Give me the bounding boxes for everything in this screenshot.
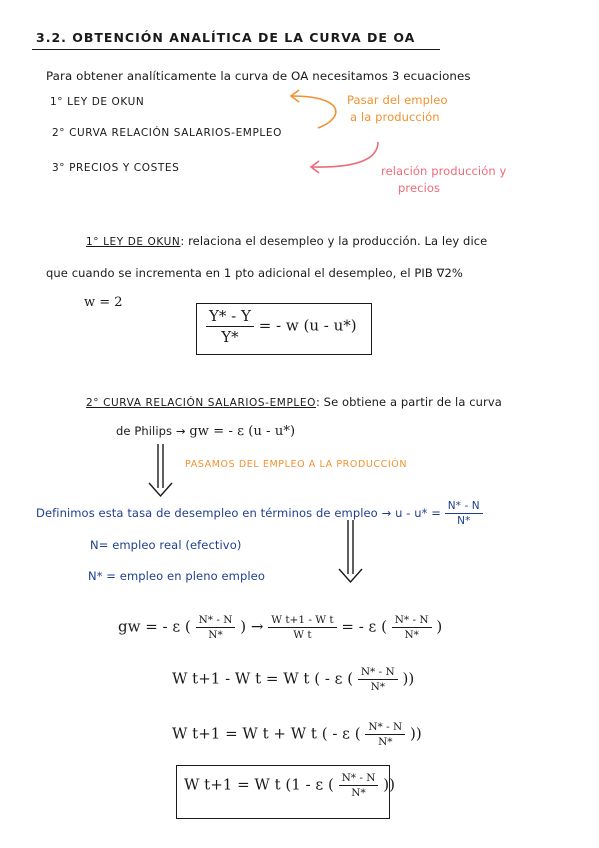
derivation1-frac1-den: N* [208, 629, 223, 641]
derivation1-frac3-num: N* - N [392, 614, 432, 628]
derivation3-lhs: W t+1 = W t + W t ( - ε ( [172, 724, 361, 743]
n-definition: N= empleo real (efectivo) [90, 538, 242, 552]
derivation1-frac2-num: W t+1 - W t [268, 614, 336, 628]
final-frac-num: N* - N [339, 772, 379, 786]
okun-paragraph-line2: que cuando se incrementa en 1 pto adicional el desempleo, el PIB ∇2% [46, 266, 463, 280]
double-down-arrow-right [339, 520, 362, 582]
nstar-definition: N* = empleo en pleno empleo [88, 569, 265, 583]
derivation3-frac-den: N* [378, 736, 393, 748]
derivation3-frac-num: N* - N [365, 721, 405, 735]
wages-text1: : Se obtiene a partir de la curva [315, 395, 502, 409]
final-end: )) [383, 775, 395, 794]
phillips-equation: gw = - ε (u - u*) [189, 424, 296, 439]
list-item-wages: 2° CURVA RELACIÓN SALARIOS-EMPLEO [52, 127, 282, 139]
final-frac-den: N* [351, 787, 366, 799]
okun-text1: : relaciona el desempleo y la producción. La ley dice [180, 234, 488, 248]
derivation1-frac1-num: N* - N [196, 614, 236, 628]
note-pink-line2: precios [398, 181, 441, 195]
okun-formula-rhs: = - w (u - u*) [258, 316, 357, 335]
define-frac-numerator: N* - N [445, 500, 483, 514]
wages-text2: de Philips → [116, 424, 186, 438]
okun-formula-numerator: Y* - Y [206, 307, 254, 327]
double-down-arrow-left [149, 444, 172, 496]
list-item-prices: 3° PRECIOS Y COSTES [52, 162, 180, 174]
final-lhs: W t+1 = W t (1 - ε ( [184, 775, 334, 794]
derivation1-rhs: = - ε ( [341, 617, 387, 636]
wages-label: 2° CURVA RELACIÓN SALARIOS-EMPLEO [86, 397, 316, 409]
derivation2-frac-den: N* [370, 681, 385, 693]
derivation1-mid: ) → [240, 617, 264, 636]
intro-text: Para obtener analíticamente la curva de OA necesitamos 3 ecuaciones [46, 69, 471, 83]
derivation1-frac2-den: W t [293, 629, 312, 641]
derivation3-end: )) [410, 724, 422, 743]
derivation1-frac3-den: N* [404, 629, 419, 641]
derivation2-lhs: W t+1 - W t = W t ( - ε ( [172, 669, 354, 688]
derivation1-end: ) [436, 617, 443, 636]
list-item-okun: 1° LEY DE OKUN [50, 96, 145, 108]
okun-formula-denominator: Y* [221, 328, 239, 346]
note-orange-line1: Pasar del empleo [347, 93, 448, 107]
derivation2-end: )) [402, 669, 415, 688]
derivation2-frac-num: N* - N [358, 666, 398, 680]
define-text: Definimos esta tasa de desempleo en términos de empleo → u - u* = [36, 506, 441, 520]
section-title: 3.2. OBTENCIÓN ANALÍTICA DE LA CURVA DE OA [36, 30, 416, 45]
arrow-note-orange: PASAMOS DEL EMPLEO A LA PRODUCCIÓN [185, 459, 408, 470]
define-frac-denominator: N* [457, 515, 471, 527]
okun-label: 1° LEY DE OKUN [86, 236, 181, 248]
note-pink-line1: relación producción y [381, 164, 507, 178]
pink-curved-arrow [312, 142, 378, 167]
derivation1-lhs: gw = - ε ( [118, 617, 191, 636]
okun-w-value: w = 2 [84, 295, 123, 310]
note-orange-line2: a la producción [350, 110, 440, 124]
